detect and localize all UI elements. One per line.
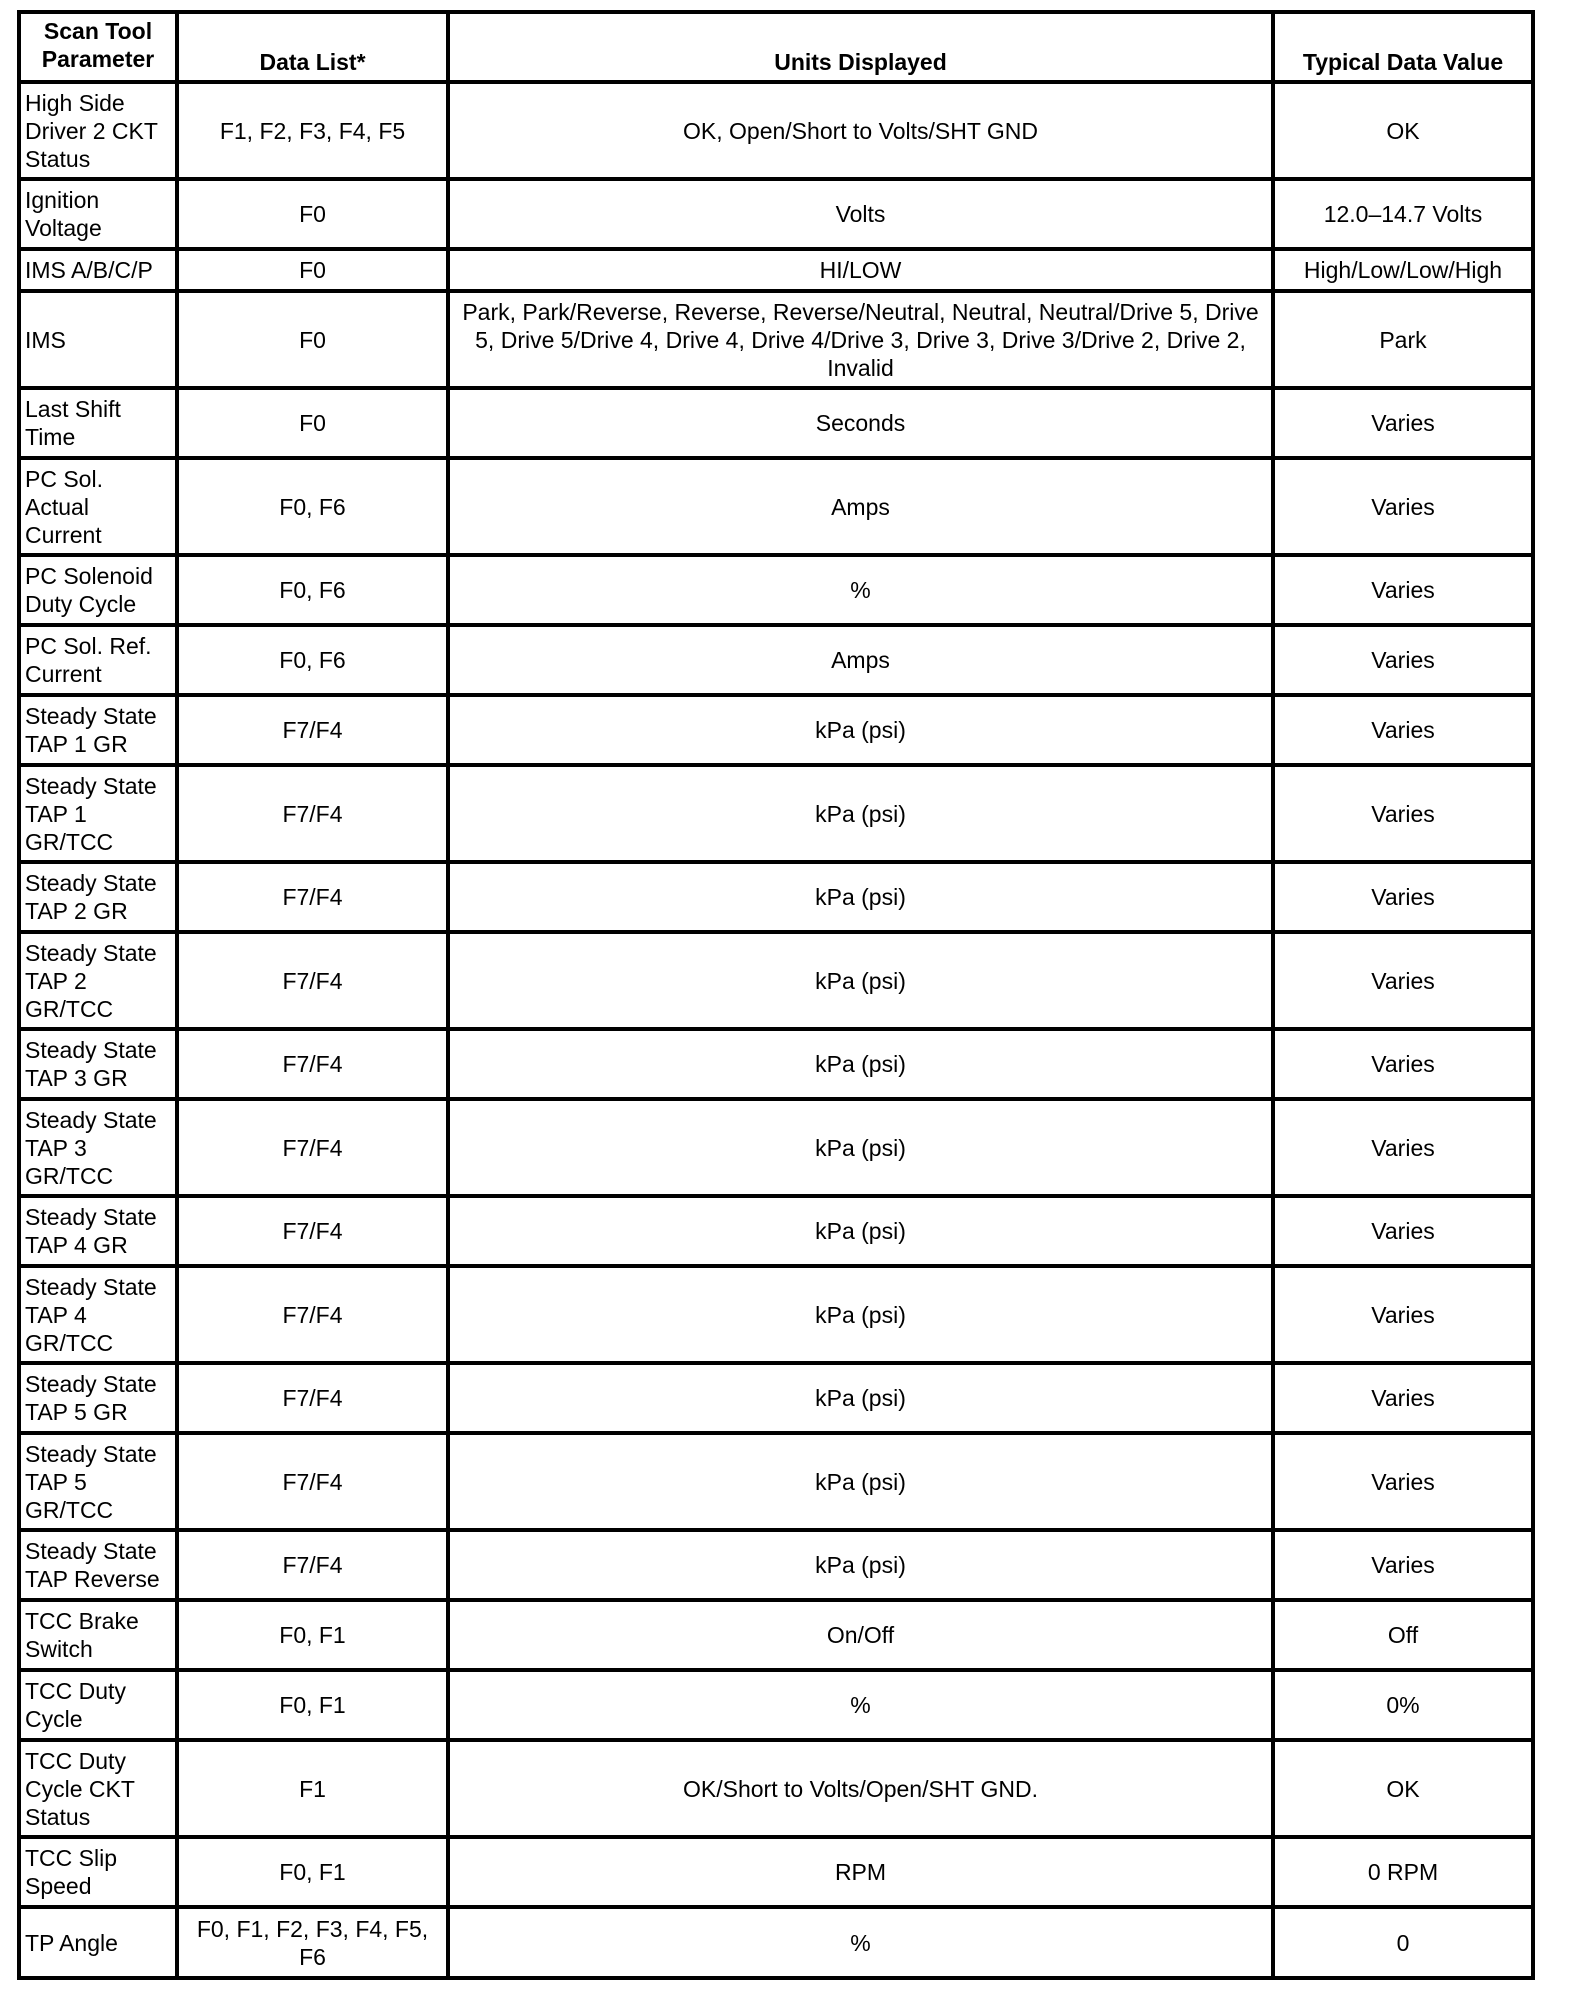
typical-data-value-cell: Park bbox=[1273, 291, 1533, 388]
table-row bbox=[19, 932, 1533, 1029]
parameter-cell: Steady State TAP 5 GR bbox=[19, 1363, 177, 1433]
typical-data-value-cell: Varies bbox=[1273, 1433, 1533, 1530]
parameter-cell: Ignition Voltage bbox=[19, 179, 177, 249]
typical-data-value-cell: 0 bbox=[1273, 1907, 1533, 1978]
typical-data-value-cell: Off bbox=[1273, 1600, 1533, 1670]
data-list-cell: F1 bbox=[177, 1740, 448, 1837]
parameter-cell: Steady State TAP 4 GR/TCC bbox=[19, 1266, 177, 1363]
typical-data-value-cell: Varies bbox=[1273, 932, 1533, 1029]
typical-data-value-cell: Varies bbox=[1273, 1363, 1533, 1433]
parameter-cell: PC Sol. Actual Current bbox=[19, 458, 177, 555]
parameter-cell: PC Solenoid Duty Cycle bbox=[19, 555, 177, 625]
table-row bbox=[19, 1266, 1533, 1363]
typical-data-value-cell: Varies bbox=[1273, 388, 1533, 458]
parameter-cell: TCC Slip Speed bbox=[19, 1837, 177, 1907]
table-row bbox=[19, 388, 1533, 458]
table-row bbox=[19, 1363, 1533, 1433]
typical-data-value-cell: Varies bbox=[1273, 695, 1533, 765]
data-list-cell: F0, F1 bbox=[177, 1670, 448, 1740]
scan-tool-data-table bbox=[17, 10, 1535, 1980]
typical-data-value-cell: OK bbox=[1273, 1740, 1533, 1837]
data-list-cell: F7/F4 bbox=[177, 695, 448, 765]
table-row bbox=[19, 1740, 1533, 1837]
parameter-cell: PC Sol. Ref. Current bbox=[19, 625, 177, 695]
table-row bbox=[19, 1196, 1533, 1266]
header-data-list: Data List* bbox=[177, 12, 448, 82]
units-displayed-cell: Volts bbox=[448, 179, 1273, 249]
units-displayed-cell: kPa (psi) bbox=[448, 1196, 1273, 1266]
data-list-cell: F0 bbox=[177, 291, 448, 388]
data-list-cell: F0 bbox=[177, 249, 448, 291]
typical-data-value-cell: Varies bbox=[1273, 1029, 1533, 1099]
typical-data-value-cell: 0 RPM bbox=[1273, 1837, 1533, 1907]
data-list-cell: F1, F2, F3, F4, F5 bbox=[177, 82, 448, 179]
units-displayed-cell: % bbox=[448, 1670, 1273, 1740]
parameter-cell: Steady State TAP Reverse bbox=[19, 1530, 177, 1600]
table-row bbox=[19, 1099, 1533, 1196]
data-list-cell: F0, F1 bbox=[177, 1837, 448, 1907]
units-displayed-cell: On/Off bbox=[448, 1600, 1273, 1670]
table-row bbox=[19, 862, 1533, 932]
units-displayed-cell: kPa (psi) bbox=[448, 1530, 1273, 1600]
parameter-cell: Steady State TAP 5 GR/TCC bbox=[19, 1433, 177, 1530]
table-row bbox=[19, 1029, 1533, 1099]
units-displayed-cell: kPa (psi) bbox=[448, 1363, 1273, 1433]
units-displayed-cell: kPa (psi) bbox=[448, 1099, 1273, 1196]
units-displayed-cell: kPa (psi) bbox=[448, 1029, 1273, 1099]
units-displayed-cell: Park, Park/Reverse, Reverse, Reverse/Neutral, Neutral, Neutral/Drive 5, Drive 5, Drive 5/Drive 4, Drive 4, Drive 4/Drive 3, Drive 3, Drive 3/Drive 2, Drive 2, Invalid bbox=[448, 291, 1273, 388]
parameter-cell: Steady State TAP 1 GR bbox=[19, 695, 177, 765]
table-row bbox=[19, 458, 1533, 555]
units-displayed-cell: kPa (psi) bbox=[448, 695, 1273, 765]
typical-data-value-cell: High/Low/Low/High bbox=[1273, 249, 1533, 291]
units-displayed-cell: kPa (psi) bbox=[448, 862, 1273, 932]
data-list-cell: F0, F6 bbox=[177, 625, 448, 695]
data-list-cell: F0 bbox=[177, 388, 448, 458]
data-list-cell: F7/F4 bbox=[177, 1530, 448, 1600]
table-row bbox=[19, 1907, 1533, 1978]
data-list-cell: F0, F6 bbox=[177, 458, 448, 555]
table-row bbox=[19, 1530, 1533, 1600]
units-displayed-cell: Seconds bbox=[448, 388, 1273, 458]
table-row bbox=[19, 291, 1533, 388]
typical-data-value-cell: Varies bbox=[1273, 1530, 1533, 1600]
data-list-cell: F7/F4 bbox=[177, 765, 448, 862]
units-displayed-cell: Amps bbox=[448, 625, 1273, 695]
table-row bbox=[19, 179, 1533, 249]
units-displayed-cell: OK, Open/Short to Volts/SHT GND bbox=[448, 82, 1273, 179]
parameter-cell: TP Angle bbox=[19, 1907, 177, 1978]
table-row bbox=[19, 1600, 1533, 1670]
parameter-cell: Steady State TAP 3 GR/TCC bbox=[19, 1099, 177, 1196]
parameter-cell: IMS A/B/C/P bbox=[19, 249, 177, 291]
units-displayed-cell: kPa (psi) bbox=[448, 1266, 1273, 1363]
parameter-cell: TCC Brake Switch bbox=[19, 1600, 177, 1670]
parameter-cell: High Side Driver 2 CKT Status bbox=[19, 82, 177, 179]
parameter-cell: TCC Duty Cycle bbox=[19, 1670, 177, 1740]
data-list-cell: F7/F4 bbox=[177, 1099, 448, 1196]
data-list-cell: F0, F1, F2, F3, F4, F5, F6 bbox=[177, 1907, 448, 1978]
parameter-cell: Steady State TAP 2 GR/TCC bbox=[19, 932, 177, 1029]
header-scan-tool-parameter: Scan Tool Parameter bbox=[19, 12, 177, 82]
parameter-cell: TCC Duty Cycle CKT Status bbox=[19, 1740, 177, 1837]
data-list-cell: F0 bbox=[177, 179, 448, 249]
data-list-cell: F7/F4 bbox=[177, 1363, 448, 1433]
typical-data-value-cell: Varies bbox=[1273, 458, 1533, 555]
parameter-cell: Steady State TAP 1 GR/TCC bbox=[19, 765, 177, 862]
parameter-cell: IMS bbox=[19, 291, 177, 388]
units-displayed-cell: % bbox=[448, 555, 1273, 625]
table-row bbox=[19, 695, 1533, 765]
table-row bbox=[19, 625, 1533, 695]
table-row bbox=[19, 1433, 1533, 1530]
data-list-cell: F0, F6 bbox=[177, 555, 448, 625]
data-list-cell: F7/F4 bbox=[177, 1029, 448, 1099]
data-list-cell: F7/F4 bbox=[177, 1266, 448, 1363]
parameter-cell: Steady State TAP 3 GR bbox=[19, 1029, 177, 1099]
table-row bbox=[19, 1670, 1533, 1740]
units-displayed-cell: kPa (psi) bbox=[448, 765, 1273, 862]
data-list-cell: F7/F4 bbox=[177, 932, 448, 1029]
parameter-cell: Last Shift Time bbox=[19, 388, 177, 458]
units-displayed-cell: RPM bbox=[448, 1837, 1273, 1907]
typical-data-value-cell: 0% bbox=[1273, 1670, 1533, 1740]
units-displayed-cell: Amps bbox=[448, 458, 1273, 555]
parameter-cell: Steady State TAP 2 GR bbox=[19, 862, 177, 932]
units-displayed-cell: OK/Short to Volts/Open/SHT GND. bbox=[448, 1740, 1273, 1837]
data-list-cell: F7/F4 bbox=[177, 1196, 448, 1266]
data-list-cell: F7/F4 bbox=[177, 862, 448, 932]
table-row bbox=[19, 555, 1533, 625]
units-displayed-cell: kPa (psi) bbox=[448, 1433, 1273, 1530]
table-row bbox=[19, 249, 1533, 291]
typical-data-value-cell: Varies bbox=[1273, 862, 1533, 932]
units-displayed-cell: kPa (psi) bbox=[448, 932, 1273, 1029]
units-displayed-cell: % bbox=[448, 1907, 1273, 1978]
typical-data-value-cell: OK bbox=[1273, 82, 1533, 179]
typical-data-value-cell: 12.0–14.7 Volts bbox=[1273, 179, 1533, 249]
header-row bbox=[19, 12, 1533, 82]
data-list-cell: F0, F1 bbox=[177, 1600, 448, 1670]
typical-data-value-cell: Varies bbox=[1273, 1099, 1533, 1196]
typical-data-value-cell: Varies bbox=[1273, 1196, 1533, 1266]
typical-data-value-cell: Varies bbox=[1273, 625, 1533, 695]
typical-data-value-cell: Varies bbox=[1273, 765, 1533, 862]
typical-data-value-cell: Varies bbox=[1273, 1266, 1533, 1363]
parameter-cell: Steady State TAP 4 GR bbox=[19, 1196, 177, 1266]
typical-data-value-cell: Varies bbox=[1273, 555, 1533, 625]
units-displayed-cell: HI/LOW bbox=[448, 249, 1273, 291]
table-row bbox=[19, 82, 1533, 179]
header-typical-data-value: Typical Data Value bbox=[1273, 12, 1533, 82]
table-row bbox=[19, 1837, 1533, 1907]
data-list-cell: F7/F4 bbox=[177, 1433, 448, 1530]
header-units-displayed: Units Displayed bbox=[448, 12, 1273, 82]
table-row bbox=[19, 765, 1533, 862]
